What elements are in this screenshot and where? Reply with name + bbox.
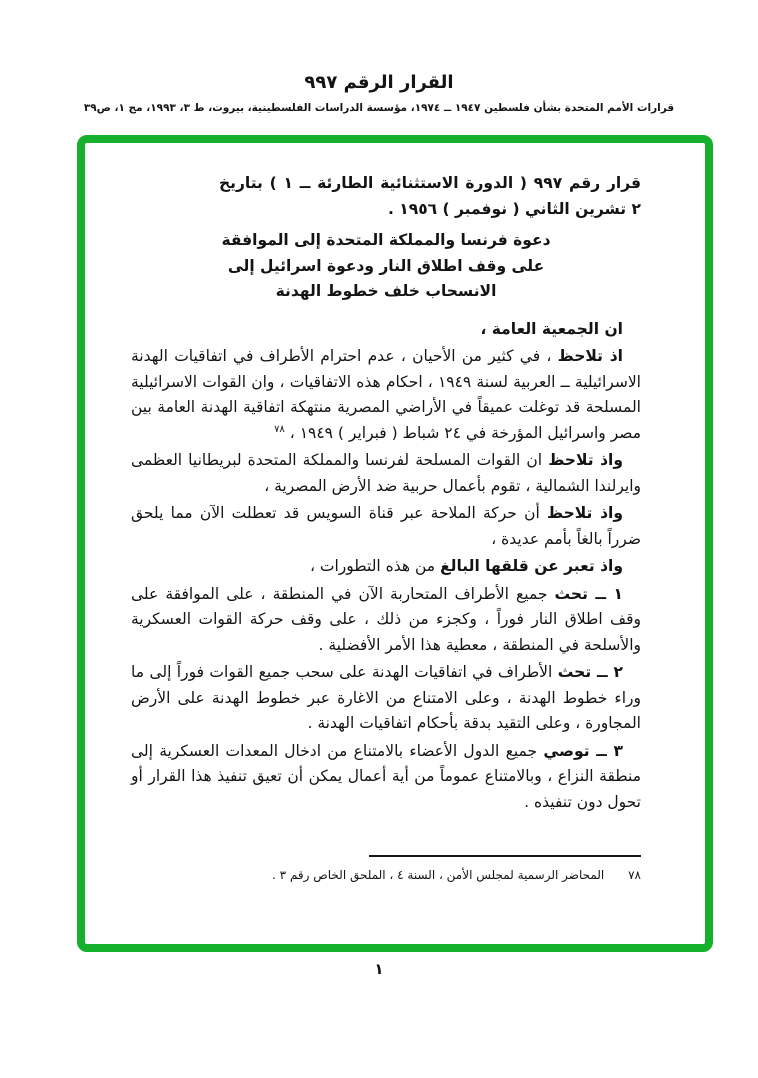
clause-lead: واذ تعبر عن قلقها البالغ	[440, 557, 623, 575]
clause-operative-3	[131, 739, 641, 816]
source-citation: قرارات الأمم المتحدة بشأن فلسطين ١٩٤٧ ــ ١٩٧٤، مؤسسة الدراسات الفلسطينية، بيروت، ط ٣، ١٩٩٣، مج ١، ص٣٩	[83, 102, 675, 114]
clause-lead: واذ تلاحظ	[547, 504, 623, 522]
footnote	[131, 866, 641, 884]
clause-text: أن حركة الملاحة عبر قناة السويس قد تعطلت الآن مما يلحق ضرراً بالغاً بأمم عديدة ،	[131, 504, 641, 548]
clause-text: من هذه التطورات ،	[309, 557, 436, 575]
clause-lead: اذ تلاحظ	[557, 347, 623, 365]
footnote-marker: ٧٨	[628, 868, 641, 882]
footnote-area	[131, 855, 641, 884]
clause-text: جميع الأطراف المتحاربة الآن في المنطقة ، على الموافقة على وقف اطلاق النار فوراً ، وكجزء من ذلك ، على وقف حركة القوات العسكرية والأسلحة في المنطقة ، معطية هذا الأمر الأفضلية .	[131, 584, 641, 654]
clause-noting-3	[131, 501, 641, 552]
clause-noting-2	[131, 448, 641, 499]
footnote-text: المحاضر الرسمية لمجلس الأمن ، السنة ٤ ، الملحق الخاص رقم ٣ .	[272, 868, 605, 882]
clause-lead: ٢ ــ تحث	[557, 663, 623, 681]
clause-lead: واذ تلاحظ	[548, 451, 623, 469]
footnote-divider	[369, 855, 641, 857]
clause-text: جميع الدول الأعضاء بالامتناع من ادخال المعدات العسكرية إلى منطقة النزاع ، وبالامتناع عموماً من أية أعمال يمكن أن تعيق تنفيذ هذا القرار أو تحول دون تنفيذه .	[131, 741, 641, 811]
document-border-frame	[77, 135, 713, 952]
clause-operative-1	[131, 582, 641, 659]
clause-lead: ٣ ــ توصي	[543, 741, 623, 760]
clause-text: الأطراف في اتفاقيات الهدنة على سحب جميع القوات فوراً إلى ما وراء خطوط الهدنة ، وعلى الامتناع من الاغارة عبر خطوط الهدنة على الأرض المجاورة ، وعلى التقيد بدقة بأحكام اتفاقيات الهدنة .	[131, 663, 641, 732]
clause-text: ، في كثير من الأحيان ، عدم احترام الأطراف في اتفاقيات الهدنة الاسرائيلية ــ العربية لسنة ١٩٤٩ ، احكام هذه الاتفاقيات ، وان القوات الاسرائيلية المسلحة قد توغلت عميقاً في الأراضي المصرية منتهكة اتفاقية الهدنة العامة بين مصر واسرائيل المؤرخة في ٢٤ شباط ( فبراير ) ١٩٤٩ ،	[131, 347, 641, 442]
subtitle-line-3: الانسحاب خلف خطوط الهدنة	[275, 282, 497, 300]
footnote-reference: ٧٨	[274, 423, 285, 435]
document-content	[85, 143, 705, 815]
clause-text: ان القوات المسلحة لفرنسا والمملكة المتحدة لبريطانيا العظمى وايرلندا الشمالية ، تقوم بأعمال حربية ضد الأرض المصرية ،	[131, 451, 641, 495]
page-number: ١	[374, 960, 384, 978]
clause-concern	[131, 554, 641, 580]
resolution-heading: قرار رقم ٩٩٧ ( الدورة الاستثنائية الطارئة ــ ١ ) بتاريخ ٢ تشرين الثاني ( نوفمبر ) ١٩٥٦ .	[219, 174, 641, 218]
subtitle-line-1: دعوة فرنسا والمملكة المتحدة إلى الموافقة	[221, 231, 551, 249]
resolution-subtitle	[131, 228, 641, 305]
page-title: القرار الرقم ٩٩٧	[304, 72, 454, 93]
clause-lead: ١ ــ تحث	[554, 584, 623, 603]
clause-noting-1	[131, 344, 641, 446]
subtitle-line-2: على وقف اطلاق النار ودعوة اسرائيل إلى	[227, 256, 545, 275]
opening-phrase: ان الجمعية العامة ،	[480, 319, 623, 338]
clause-operative-2	[131, 660, 641, 737]
